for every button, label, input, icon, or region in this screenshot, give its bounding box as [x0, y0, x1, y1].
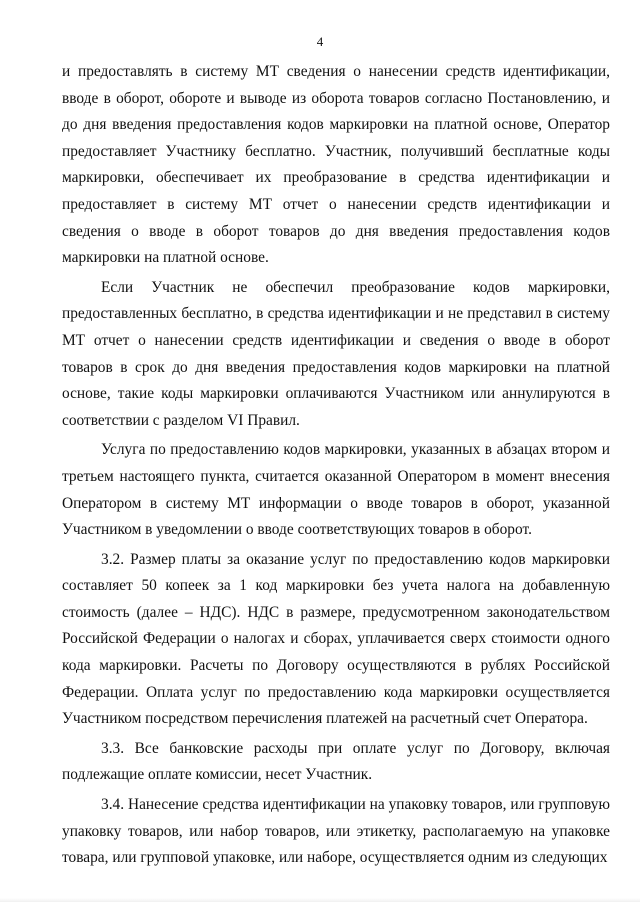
- page-number: 4: [316, 34, 324, 49]
- clause-3-3: 3.3. Все банковские расходы при оплате услуг по Договору, включая подлежащие оплате комиссии, несет Участник.: [62, 739, 610, 784]
- paragraph-continuation: и предоставлять в систему МТ сведения о нанесении средств идентификации, вводе в оборот, обороте и выводе из оборота товаров согласно Постановлению, и до дня введения предоставления кодов маркировки на платной основе, Оператор предоставляет Участнику бесплатно. Участник, получивший бесплатные коды маркировки, обеспечивает их преобразование в средства идентификации и предоставляет в систему МТ отчет о нанесении средств идентификации и сведения о вводе в оборот товаров до дня введения предоставления кодов маркировки на платной основе.: [62, 63, 610, 267]
- clause-3-2: 3.2. Размер платы за оказание услуг по предоставлению кодов маркировки составляет 50 копеек за 1 код маркировки без учета налога на добавленную стоимость (далее – НДС). НДС в размере, предусмотренном законодательством Российской Федерации о налогах и сборах, уплачивается сверх стоимости одного кода маркировки. Расчеты по Договору осуществляются в рублях Российской Федерации. Оплата услуг по предоставлению кода маркировки осуществляется Участником посредством перечисления платежей на расчетный счет Оператора.: [62, 550, 610, 728]
- paragraph-service-rendered: Услуга по предоставлению кодов маркировки, указанных в абзацах втором и третьем настоящего пункта, считается оказанной Оператором в момент внесения Оператором в систему МТ информации о вводе товаров в оборот, указанной Участником в уведомлении о вводе соответствующих товаров в оборот.: [62, 441, 610, 539]
- document-body: [62, 59, 610, 872]
- paragraph-unpaid-codes: Если Участник не обеспечил преобразование кодов маркировки, предоставленных бесплатно, в средства идентификации и не представил в систему МТ отчет о нанесении средств идентификации и сведения о вводе в оборот товаров в срок до дня введения предоставления кодов маркировки на платной основе, такие коды маркировки оплачиваются Участником или аннулируются в соответствии с разделом VI Правил.: [62, 278, 610, 429]
- clause-3-4: 3.4. Нанесение средства идентификации на упаковку товаров, или групповую упаковку товаров, или набор товаров, или этикетку, располагаемую на упаковке товара, или групповой упаковке, или наборе, осуществляется одним из следующих: [62, 796, 610, 867]
- scan-edge-shadow: [0, 898, 640, 902]
